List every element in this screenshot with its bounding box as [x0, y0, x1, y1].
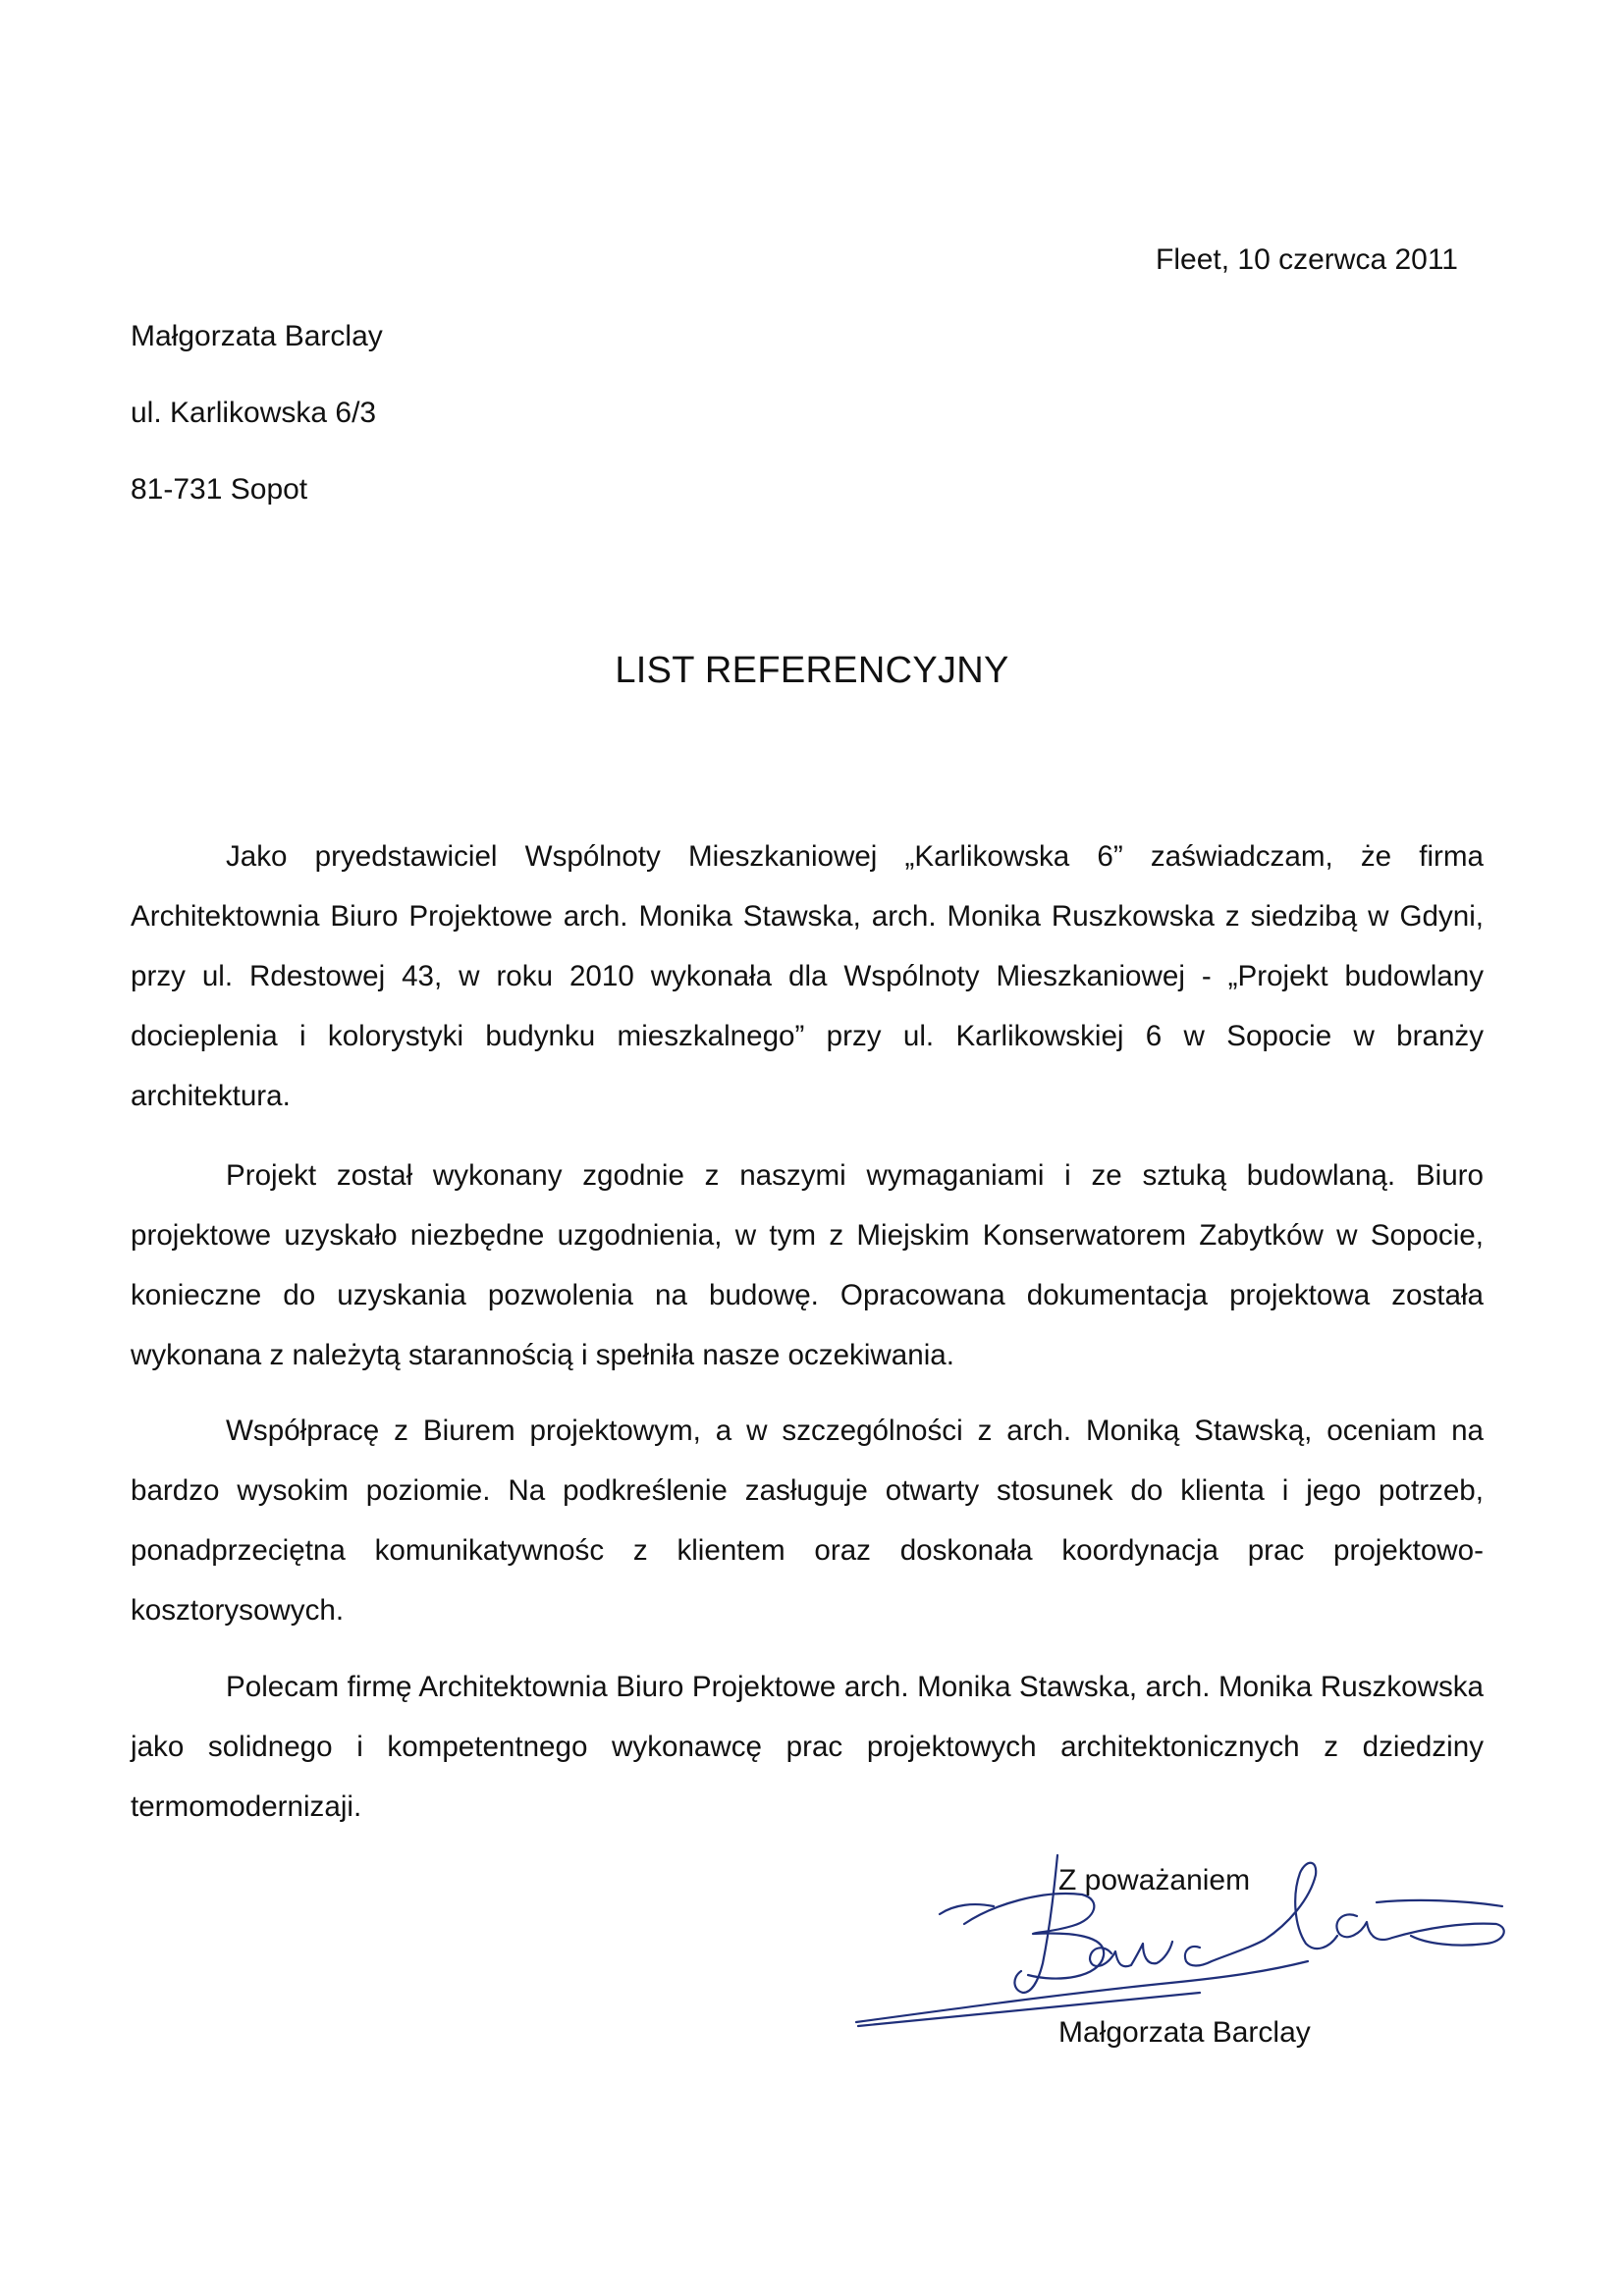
sender-city: 81-731 Sopot: [131, 473, 308, 506]
handwritten-signature: [846, 1845, 1514, 2042]
paragraph-2: Projekt został wykonany zgodnie z naszymi wymaganiami i ze sztuką budowlaną. Biuro projektowe uzyskało niezbędne uzgodnienia, w tym z Miejskim Konserwatorem Zabytków w Sopocie, konieczne do uzyskania pozwolenia na budowę. Opracowana dokumentacja projektowa została wykonana z należytą starannością i spełniła nasze oczekiwania.: [131, 1159, 1484, 1371]
paragraph-4: Polecam firmę Architektownia Biuro Projektowe arch. Monika Stawska, arch. Monika Ruszkowska jako solidnego i kompetentnego wykonawcę prac projektowych architektonicznych z dziedziny termomodernizaji.: [131, 1671, 1484, 1823]
signer-name: Małgorzata Barclay: [1058, 2016, 1311, 2049]
sender-street: ul. Karlikowska 6/3: [131, 397, 377, 429]
paragraph-1: Jako pryedstawiciel Wspólnoty Mieszkaniowej „Karlikowska 6” zaświadczam, że firma Architektownia Biuro Projektowe arch. Monika Stawska, arch. Monika Ruszkowska z siedzibą w Gdyni, przy ul. Rdestowej 43, w roku 2010 wykonała dla Wspólnoty Mieszkaniowej - „Projekt budowlany docieplenia i kolorystyki budynku mieszkalnego” przy ul. Karlikowskiej 6 w Sopocie w branży architektura.: [131, 840, 1484, 1112]
closing-salutation: Z poważaniem: [1058, 1864, 1251, 1896]
letter-title: LIST REFERENCYJNY: [615, 650, 1009, 691]
paragraph-3: Współpracę z Biurem projektowym, a w szczególności z arch. Moniką Stawską, oceniam na bardzo wysokim poziomie. Na podkreślenie zasługuje otwarty stosunek do klienta i jego potrzeb, ponadprzeciętna komunikatywnośc z klientem oraz doskonała koordynacja prac projektowo-kosztorysowych.: [131, 1415, 1484, 1627]
letter-date: Fleet, 10 czerwca 2011: [1156, 243, 1458, 276]
sender-name: Małgorzata Barclay: [131, 320, 383, 352]
